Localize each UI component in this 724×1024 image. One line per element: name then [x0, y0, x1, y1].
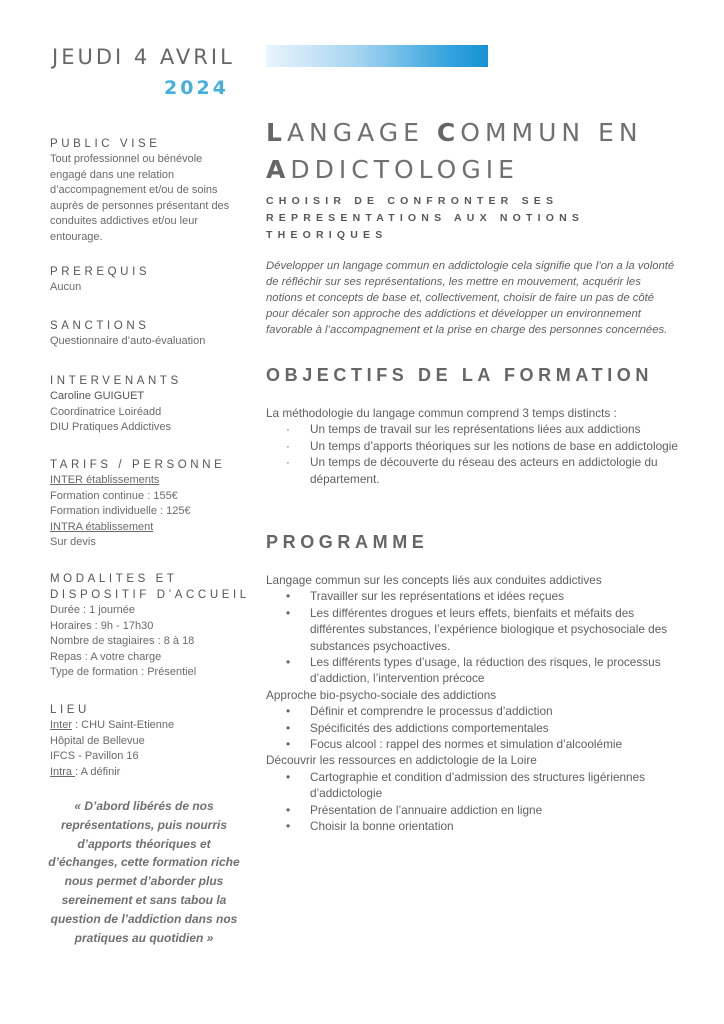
list-item: · Un temps de travail sur les représentations liées aux addictions	[286, 422, 641, 437]
subtitle-line: REPRESENTATIONS AUX NOTIONS	[266, 212, 585, 224]
objectifs-heading: OBJECTIFS DE LA FORMATION	[266, 365, 653, 385]
programme-group-title: Découvrir les ressources en addictologie de la Loire	[266, 753, 537, 768]
subtitle-line: CHOISIR DE CONFRONTER SES	[266, 195, 559, 207]
lieu-intra	[50, 765, 240, 781]
lieu-heading: LIEU	[50, 704, 90, 716]
programme-list	[266, 703, 686, 752]
tarif-inter-label: INTER établissements	[50, 474, 160, 486]
public-line: d’accompagnement et/ou de soins	[50, 184, 218, 196]
list-item: · Un temps d’apports théoriques sur les notions de base en addictologie	[286, 438, 678, 453]
public-text	[50, 152, 240, 245]
tarif-individuelle: Formation individuelle : 125€	[50, 505, 191, 517]
modalite-horaires: Horaires : 9h - 17h30	[50, 619, 154, 632]
public-line: Tout professionnel ou bénévole	[50, 153, 203, 165]
list-item: • Présentation de l’annuaire addiction en ligne	[286, 802, 543, 817]
list-item: • Spécificités des addictions comportementales	[286, 720, 549, 735]
modalites-section	[50, 571, 250, 681]
page-subtitle	[266, 193, 666, 244]
sanctions-section	[50, 318, 240, 350]
lieu-section	[50, 702, 240, 780]
tarif-intra-label: INTRA établissement	[50, 520, 154, 533]
objectifs-block	[266, 405, 686, 487]
public-line: entourage.	[50, 230, 103, 243]
programme-group-title: Langage commun sur les concepts liés aux conduites addictives	[266, 573, 602, 587]
title-initial: C	[436, 118, 461, 147]
programme-list	[266, 588, 686, 686]
sanctions-heading: SANCTIONS	[50, 320, 150, 332]
intervenant-name: Caroline GUIGUET	[50, 390, 145, 402]
modalites-heading-2: DISPOSITIF D’ACCUEIL	[50, 589, 250, 601]
objectifs-list	[266, 421, 686, 487]
intervenants-section	[50, 373, 240, 436]
lieu-inter-label: Inter	[50, 719, 73, 731]
lieu-inter	[50, 718, 240, 734]
event-date: JEUDI 4 AVRIL	[52, 45, 235, 69]
page-title	[266, 114, 686, 188]
tarifs-heading: TARIFS / PERSONNE	[50, 459, 226, 471]
modalites-heading: MODALITES ET	[50, 573, 178, 585]
prerequis-heading: PREREQUIS	[50, 266, 151, 278]
modalite-duree: Durée : 1 journée	[50, 604, 135, 616]
bullet-icon: •	[286, 589, 291, 604]
lieu-intra-value: : A définir	[75, 765, 121, 778]
subtitle-line: THEORIQUES	[266, 229, 388, 241]
header-gradient-bar	[266, 45, 488, 67]
programme-list	[266, 769, 686, 835]
programme-group-title: Approche bio-psycho-sociale des addictions	[266, 687, 497, 702]
programme-block	[266, 572, 686, 835]
title-word: OMMUN EN	[460, 118, 643, 147]
title-word: ANGAGE	[286, 118, 437, 147]
public-heading: PUBLIC VISE	[50, 138, 161, 150]
public-line: engagé dans une relation	[50, 168, 175, 181]
title-word: DDICTOLOGIE	[290, 155, 519, 184]
bullet-icon: •	[286, 704, 291, 719]
tarifs-section	[50, 457, 240, 551]
bullet-icon: •	[286, 720, 291, 735]
lieu-line-2: Hôpital de Bellevue	[50, 734, 145, 747]
modalite-stagiaires: Nombre de stagiaires : 8 à 18	[50, 635, 195, 647]
bullet-icon: ·	[286, 438, 290, 453]
prerequis-text: Aucun	[50, 281, 82, 293]
bullet-icon: •	[286, 802, 291, 817]
tarif-intra-value: Sur devis	[50, 536, 96, 548]
tarif-continue: Formation continue : 155€	[50, 489, 178, 502]
bullet-icon: •	[286, 819, 291, 834]
list-item: • Choisir la bonne orientation	[286, 819, 454, 834]
list-item: • Focus alcool : rappel des normes et simulation d’alcoolémie	[286, 737, 623, 752]
bullet-icon: •	[286, 769, 291, 784]
list-item: • Définir et comprendre le processus d’addiction	[286, 704, 553, 719]
public-section	[50, 136, 240, 245]
list-item: · Un temps de découverte du réseau des acteurs en addictologie du département.	[286, 455, 658, 486]
title-initial: A	[266, 155, 291, 184]
lieu-inter-value: : CHU Saint-Etienne	[72, 719, 175, 731]
list-item: • Les différentes drogues et leurs effets, bienfaits et méfaits des différentes substances, l’expérience biologique et psychosociale des substances psychoactives.	[286, 605, 668, 653]
prerequis-section	[50, 264, 240, 296]
intervenant-diploma: DIU Pratiques Addictives	[50, 421, 172, 433]
sanctions-text: Questionnaire d’auto-évaluation	[50, 335, 206, 347]
bullet-icon: •	[286, 605, 291, 620]
modalite-type: Type de formation : Présentiel	[50, 666, 197, 678]
bullet-icon: •	[286, 737, 291, 752]
programme-heading: PROGRAMME	[266, 532, 429, 552]
event-year: 2024	[164, 77, 229, 99]
modalite-repas: Repas : A votre charge	[50, 650, 162, 663]
list-item: • Les différents types d’usage, la réduction des risques, le processus d’addiction, l’intervention précoce	[286, 655, 661, 686]
intro-paragraph: Développer un langage commun en addictologie cela signifie que l’on a la volonté de réfléchir sur ses représentations, les mettre en mouvement, acquérir les notions et concepts de base et, collectivement, choisir de faire un pas de côté pour décaler son approche des addictions et développer un environnement favorable à l’accompagnement et la prise en charge des personnes concernées.	[266, 260, 675, 336]
objectifs-lead: La méthodologie du langage commun comprend 3 temps distincts :	[266, 406, 617, 420]
bullet-icon: ·	[286, 422, 290, 437]
public-line: conduites addictives et/ou leur	[50, 215, 198, 227]
lieu-intra-label: Intra	[50, 765, 76, 778]
bullet-icon: ·	[286, 455, 290, 470]
list-item: • Cartographie et condition d’admission des structures ligériennes d’addictologie	[286, 769, 646, 801]
testimonial-quote: « D’abord libérés de nos représentations, puis nourris d’apports théoriques et d’échanges, cette formation riche nous permet d’aborder plus sereinement et sans tabou la question de l’addiction dans nos pratiques au quotidien »	[48, 799, 240, 945]
intervenants-heading: INTERVENANTS	[50, 375, 182, 387]
bullet-icon: •	[286, 655, 291, 670]
list-item: • Travailler sur les représentations et idées reçues	[286, 589, 564, 604]
intervenant-role: Coordinatrice Loiréadd	[50, 405, 162, 418]
public-line: auprès de personnes présentant des	[50, 199, 230, 212]
title-initial: L	[266, 118, 287, 147]
lieu-line-3: IFCS - Pavillon 16	[50, 750, 139, 762]
